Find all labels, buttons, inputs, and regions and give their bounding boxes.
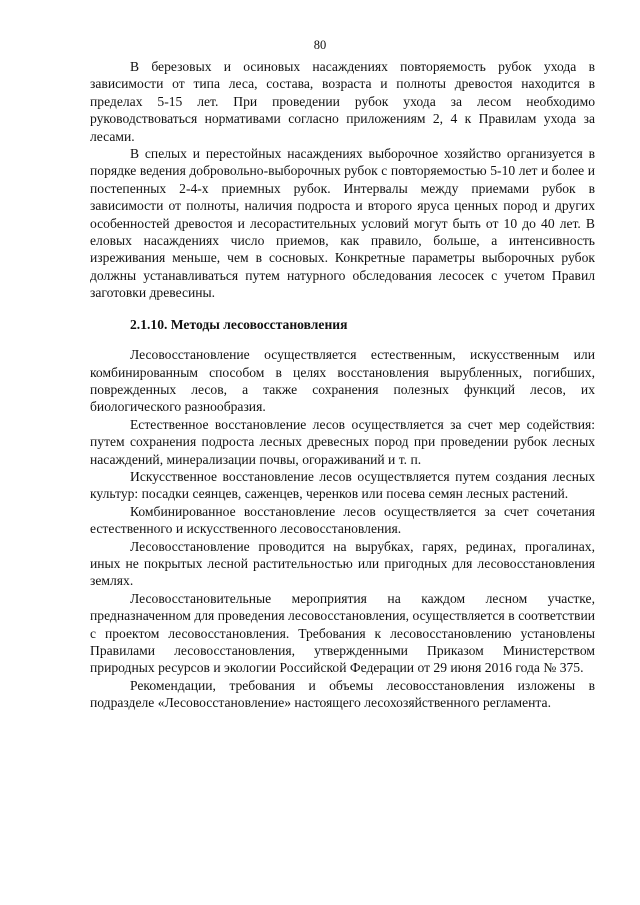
- paragraph-birch-aspen-thinning: В березовых и осиновых насаждениях повторяемость рубок ухода в зависимости от типа леса, состава, возраста и полноты древостоя находится в пределах 5-15 лет. При проведении рубок ухода за лесом необходимо руководствоваться нормативами согласно приложениям 2, 4 к Правилам ухода за лесами.: [90, 59, 595, 144]
- paragraph-recommendations: Рекомендации, требования и объемы лесовосстановления изложены в подразделе «Лесовосстановление» настоящего лесохозяйственного регламента.: [90, 677, 595, 711]
- page-number: 80: [313, 38, 327, 52]
- paragraph-reforestation-areas: Лесовосстановление проводится на вырубках, гарях, рединах, прогалинах, иных не покрытых лесной растительностью или пригодных для лесовосстановления землях.: [90, 538, 595, 589]
- paragraph-selective-felling: В спелых и перестойных насаждениях выборочное хозяйство организуется в порядке ведения добровольно-выборочных рубок с повторяемостью 5-10 лет и более и постепенных 2-4-х приемных рубок. Интервалы между приемами рубок в зависимости от полноты, наличия подроста и второго яруса ценных пород и других особенностей древостоя и лесорастительных условий могут быть от 10 до 40 лет. В еловых насаждениях число приемов, как правило, больше, а интенсивность изреживания меньше, чем в сосновых. Конкретные параметры выборочных рубок должны устанавливаться путем натурного обследования лесосек с учетом Правил заготовки древесины.: [90, 146, 595, 301]
- paragraph-natural-restoration: Естественное восстановление лесов осуществляется за счет мер содействия: путем сохранения подроста лесных древесных пород при проведении рубок лесных насаждений, минерализации почвы, огораживаний и т. п.: [90, 416, 595, 467]
- section-heading: 2.1.10. Методы лесовосстановления: [130, 316, 348, 332]
- paragraph-combined-restoration: Комбинированное восстановление лесов осуществляется за счет сочетания естественного и искусственного лесовосстановления.: [90, 503, 595, 537]
- paragraph-reforestation-project: Лесовосстановительные мероприятия на каждом лесном участке, предназначенном для проведения лесовосстановления, осуществляется в соответствии с проектом лесовосстановления. Требования к лесовосстановлению установлены Правилами лесовосстановления, утвержденными Приказом Министерством природных ресурсов и экологии Российской Федерации от 29 июня 2016 года № 375.: [90, 590, 595, 676]
- page-content: [90, 58, 595, 712]
- paragraph-reforestation-methods: Лесовосстановление осуществляется естественным, искусственным или комбинированным способом в целях восстановления вырубленных, погибших, поврежденных лесов, а также сохранения полезных функций лесов, их биологического разнообразия.: [90, 347, 595, 415]
- paragraph-artificial-restoration: Искусственное восстановление лесов осуществляется путем создания лесных культур: посадки сеянцев, саженцев, черенков или посева семян лесных растений.: [90, 468, 595, 502]
